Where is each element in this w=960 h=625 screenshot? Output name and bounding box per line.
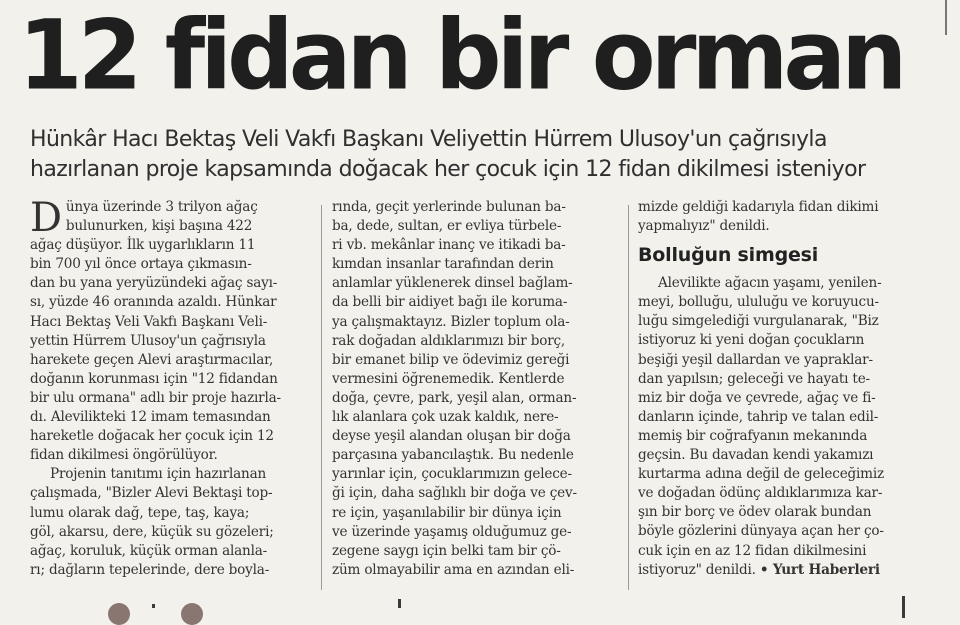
text-line: bir emanet bilip ve ödevimiz gereği	[332, 351, 570, 368]
text-line: Projenin tanıtımı için hazırlanan	[50, 466, 267, 483]
text-line: lumu olarak dağ, tepe, taş, kaya;	[30, 504, 250, 521]
text-line: istiyoruz ki yeni doğan çocukların	[638, 332, 865, 349]
text-line: danların içinde, tahrip ve talan edil-	[638, 408, 879, 425]
paragraph	[638, 274, 924, 580]
scan-mark	[945, 0, 947, 35]
text-line: ağaç, koruluk, küçük orman alanla-	[30, 542, 268, 559]
text-line: ve üzerinde yaşamış olduğumuz ge-	[332, 523, 572, 540]
text-line: rında, geçit yerlerinde bulunan ba-	[332, 199, 566, 215]
text-line: yarınlar için, çocuklarımızın gelece-	[332, 466, 572, 483]
text-line: zegene saygı için belki tam bir çö-	[332, 542, 561, 559]
text-line: ba, dede, sultan, er evliya türbele-	[332, 218, 562, 235]
text-line: vermesini öğrenemedik. Kentlerde	[332, 370, 565, 387]
drop-cap: D	[30, 195, 62, 241]
text-line: ağaç düşüyor. İlk uygarlıkların 11	[30, 237, 256, 254]
text-line: şın bir borç ve ödev olarak bundan	[638, 504, 872, 521]
text-line: rak doğadan aldıklarımızı bir borç,	[332, 332, 566, 349]
text-line: bulunurken, kişi başına 422	[65, 218, 253, 235]
text-line: harekete geçen Alevi araştırmacılar,	[30, 351, 274, 368]
deck-line: Hünkâr Hacı Bektaş Veli Vakfı Başkanı Veliyettin Hürrem Ulusoy'un çağrısıyla	[30, 127, 827, 152]
article-column-2	[332, 198, 620, 580]
text-line: hareketle doğacak her çocuk için 12	[30, 428, 274, 445]
paragraph	[30, 195, 312, 465]
text-line: doğa, çevre, park, yeşil alan, orman-	[332, 389, 577, 406]
text-line: göl, akarsu, dere, küçük su gözeleri;	[30, 523, 274, 540]
scan-mark	[398, 599, 401, 608]
text-line: deyse yeşil alandan oluşan bir doğa	[332, 428, 571, 445]
text-line: ve doğadan ödünç aldıklarımıza kar-	[638, 485, 883, 502]
text-line: fidan dikilmesi öngörülüyor.	[30, 447, 218, 464]
subheading: Bolluğun simgesi	[638, 244, 819, 267]
article-column-1	[30, 195, 312, 580]
text-line: ünya üzerinde 3 trilyon ağaç	[65, 199, 258, 215]
text-line: yapmalıyız" denildi.	[638, 218, 770, 235]
text-line	[638, 561, 924, 580]
text-line: geçsin. Bu davadan kendi yakamızı	[638, 447, 874, 464]
scan-mark	[181, 603, 203, 625]
text-line: meyi, bolluğu, ululuğu ve koruyucu-	[638, 294, 879, 311]
text-line: miz bir doğa ve çevrede, ağaç ve fi-	[638, 389, 876, 406]
text-line: Hacı Bektaş Veli Vakfı Başkanı Veli-	[30, 313, 268, 330]
article-column-3	[638, 198, 924, 580]
text-line: ya çalışmaktayız. Bizler toplum ola-	[332, 313, 570, 330]
paragraph	[638, 198, 924, 236]
deck-line: hazırlanan proje kapsamında doğacak her çocuk için 12 fidan dikilmesi isteniyor	[30, 157, 866, 182]
text-line: doğanın korunması için "12 fidandan	[30, 370, 278, 387]
text-line: böyle gözlerini dünyaya açan her ço-	[638, 523, 884, 540]
text-line: rı; dağların tepelerinde, dere boyla-	[30, 561, 270, 578]
text-line: memiş bir coğrafyanın mekanında	[638, 427, 868, 444]
text-line: ri vb. mekânlar inanç ve itikadi ba-	[332, 237, 566, 254]
paragraph	[30, 465, 312, 580]
column-rule	[628, 205, 629, 590]
text-line: lık alanlara çok uzak kaldık, nere-	[332, 409, 559, 426]
text-line: mizde geldiği kadarıyla fidan dikimi	[638, 199, 879, 215]
scan-mark	[152, 604, 155, 608]
byline: • Yurt Haberleri	[759, 561, 880, 578]
headline: 12 fidan bir orman	[18, 0, 903, 112]
text-line: yettin Hürrem Ulusoy'un çağrısıyla	[30, 332, 266, 349]
text-line: dan yapılsın; geleceği ve hayatı te-	[638, 370, 870, 387]
text-line: luğu simgelediği vurgulanarak, "Biz	[638, 313, 879, 330]
text-line: kımdan insanlar tarafından derin	[332, 256, 554, 273]
column-rule	[321, 205, 322, 590]
text-line: Alevilikte ağacın yaşamı, yenilen-	[658, 275, 882, 292]
scan-mark	[108, 603, 130, 625]
text-line: cuk için en az 12 fidan dikilmesini	[638, 542, 867, 559]
text-line: sı, yüzde 46 oranında azaldı. Hünkar	[30, 294, 277, 311]
text-line: züm olmayabilir ama en azından eli-	[332, 561, 575, 578]
text-line: beşiği yeşil dallardan ve yapraklar-	[638, 351, 873, 368]
text-line: çalışmada, "Bizler Alevi Bektaşi top-	[30, 485, 273, 502]
text-line: bin 700 yıl önce ortaya çıkmasın-	[30, 256, 252, 273]
paragraph	[332, 198, 620, 580]
text-fragment: istiyoruz" denildi.	[638, 561, 756, 578]
text-line: parçasına yabancılaştık. Bu nedenle	[332, 447, 574, 464]
text-line: da belli bir aidiyet bağı ile koruma-	[332, 294, 568, 311]
deck-subtitle	[30, 125, 930, 185]
text-line: dı. Alevilikteki 12 imam temasından	[30, 409, 271, 426]
text-line: re için, yaşanılabilir bir dünya için	[332, 504, 562, 521]
text-line: bir ulu ormana" adlı bir proje hazırla-	[30, 389, 281, 406]
scan-mark	[902, 596, 905, 618]
text-line: kurtarma adına değil de geleceğimiz	[638, 466, 884, 483]
text-line: ği için, daha sağlıklı bir doğa ve çev-	[332, 485, 577, 502]
text-line: dan bu yana yeryüzündeki ağaç sayı-	[30, 275, 278, 292]
text-line: anlamlar yüklenerek dinsel bağlam-	[332, 275, 573, 292]
